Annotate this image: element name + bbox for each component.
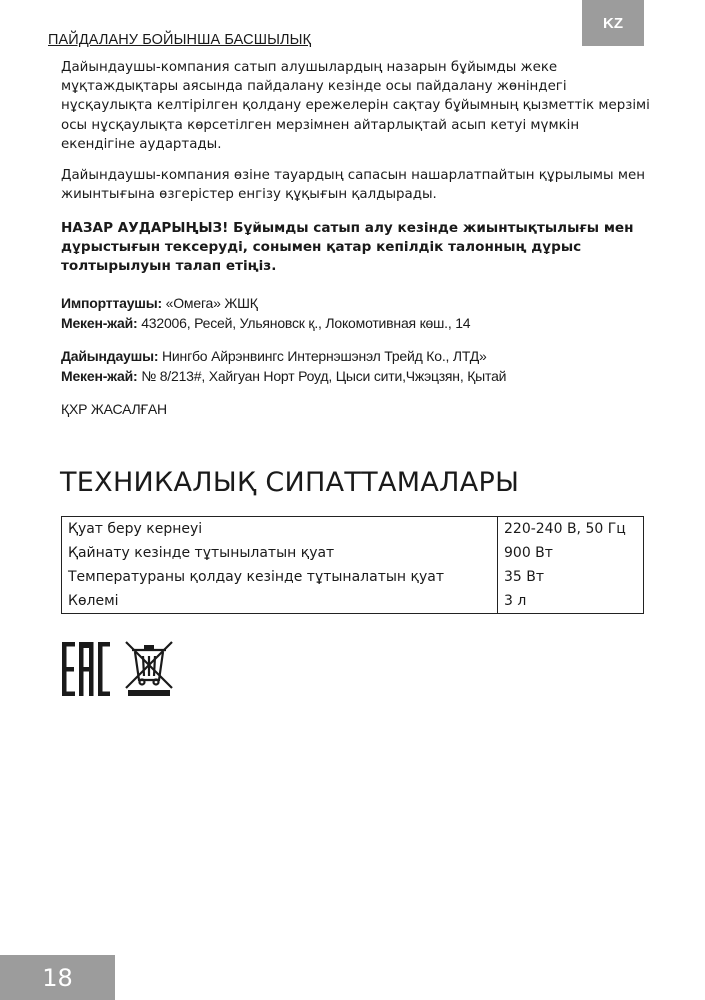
tech-specs-heading: ТЕХНИКАЛЫҚ СИПАТТАМАЛАРЫ (60, 467, 520, 498)
certification-marks (62, 640, 177, 704)
manufacturer-label: Дайындаушы: (61, 348, 159, 364)
tech-specs-table (61, 516, 644, 614)
importer-address: 432006, Ресей, Ульяновск қ., Локомотивная көш., 14 (137, 315, 471, 331)
spec-value: 900 Вт (498, 541, 644, 565)
paragraph-attention-warning: НАЗАР АУДАРЫҢЫЗ! Бұйымды сатып алу кезінде жиынтықтылығы мен дұрыстығын тексеруді, сонымен қатар кепілдік талонның дұрыс толтырылуын талап етіңіз. (61, 220, 634, 275)
manufacturer-name: Нингбо Айрэнвингс Интернэшэнэл Трейд Ко., ЛТД» (158, 348, 487, 364)
importer-block (61, 293, 651, 333)
made-in-china: ҚХР ЖАСАЛҒАН (61, 401, 167, 417)
table-row (62, 565, 644, 589)
importer-address-line (61, 313, 651, 333)
importer-address-label: Мекен-жай: (61, 315, 138, 331)
paragraph-service-life: Дайындаушы-компания сатып алушылардың назарын бұйымды жеке мұқтаждықтары аясында пайдалану кезінде осы пайдалану жөніндегі нұсқаулықта келтірілген қолдану ережелерін сақтау бұйымның қызметтік мерзімі осы нұсқаулықта көрсетілген мерзімнен айтарлықтай асып кетуі мүмкін екендігіне аудартады. (61, 60, 650, 152)
section-title: ПАЙДАЛАНУ БОЙЫНША БАСШЫЛЫҚ (48, 32, 312, 48)
spec-param: Көлемі (62, 589, 498, 614)
spec-value: 220-240 В, 50 Гц (498, 517, 644, 542)
manufacturer-block (61, 346, 651, 386)
spec-param: Температураны қолдау кезінде тұтыналатын қуат (62, 565, 498, 589)
manufacturer-address-label: Мекен-жай: (61, 368, 138, 384)
table-row (62, 589, 644, 614)
importer-label: Импорттаушы: (61, 295, 162, 311)
spec-param: Қайнату кезінде тұтынылатын қуат (62, 541, 498, 565)
table-row (62, 541, 644, 565)
paragraph-manufacturer-rights: Дайындаушы-компания өзіне тауардың сапасын нашарлатпайтын құрылымы мен жиынтығына өзгерістер енгізу құқығын қалдырады. (61, 168, 645, 203)
manufacturer-address: № 8/213#, Хайгуан Норт Роуд, Цыси сити,Чжэцзян, Қытай (137, 368, 507, 384)
importer-name: «Омега» ЖШҚ (161, 295, 258, 311)
importer-line (61, 293, 651, 313)
page-number: 18 (0, 955, 115, 1000)
manufacturer-line (61, 346, 651, 366)
spec-value: 3 л (498, 589, 644, 614)
marks-svg (62, 640, 177, 700)
weee-crossed-bin-icon (126, 642, 172, 696)
table-row (62, 517, 644, 542)
spec-value: 35 Вт (498, 565, 644, 589)
eac-mark-icon (62, 642, 110, 696)
spec-param: Қуат беру кернеуі (62, 517, 498, 542)
language-tab-kz: KZ (582, 0, 644, 46)
manufacturer-address-line (61, 366, 651, 386)
